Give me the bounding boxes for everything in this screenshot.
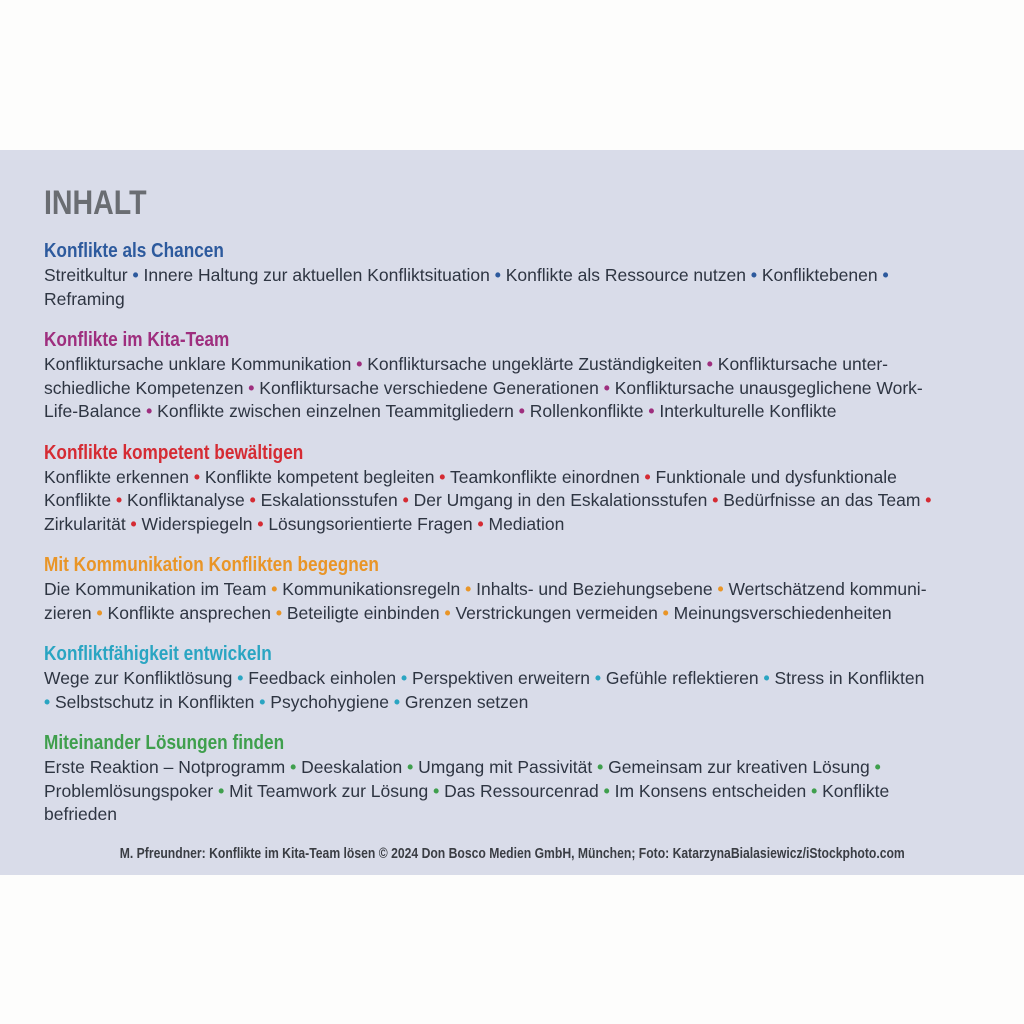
bullet-separator: • [811,780,818,801]
toc-sections [44,238,984,827]
bullet-separator: • [518,401,525,421]
page-title [44,186,984,220]
section-heading-text: Mit Kommunikation Konflikten begegnen [44,553,379,576]
toc-section [44,238,984,311]
toc-line: Erste Reaktion – Notprogramm • Deeskalation • Umgang mit Passivität • Gemeinsam zur kreativen Lösung • [44,757,881,777]
bullet-separator: • [433,780,440,801]
bullet-separator: • [259,691,266,712]
bullet-separator: • [290,757,297,777]
bullet-separator: • [603,377,610,398]
bullet-separator: • [248,377,255,398]
bullet-separator: • [146,401,153,421]
bullet-separator: • [444,602,451,623]
bullet-separator: • [465,579,472,599]
toc-line: zieren • Konflikte ansprechen • Beteiligte einbinden • Verstrickungen vermeiden • Meinungsverschiedenheiten [44,602,892,623]
toc-line: Streitkultur • Innere Haltung zur aktuellen Konfliktsituation • Konflikte als Ressource nutzen • Konfliktebenen • [44,265,889,285]
toc-line: Reframing [44,288,125,309]
section-heading [44,730,984,756]
bullet-separator: • [439,466,446,487]
section-heading [44,440,984,466]
bullet-separator: • [44,691,51,712]
section-heading-text: Miteinander Lösungen finden [44,731,285,754]
bullet-separator: • [237,668,244,688]
bullet-separator: • [712,490,719,510]
bullet-separator: • [874,757,881,777]
bullet-separator: • [115,490,123,510]
toc-line: Konflikte erkennen • Konflikte kompetent begleiten • Teamkonflikte einordnen • Funktionale und dysfunktionale [44,466,897,487]
toc-line: schiedliche Kompetenzen • Konfliktursache verschiedene Generationen • Konfliktursache unausgeglichene Work- [44,377,923,398]
toc-line: Die Kommunikation im Team • Kommunikationsregeln • Inhalts- und Beziehungsebene • Wertschätzend kommuni- [44,579,927,599]
bullet-separator: • [603,780,610,801]
bullet-separator: • [393,691,400,712]
bullet-separator: • [257,513,264,534]
contents-card [0,150,1024,875]
toc-line: Life-Balance • Konflikte zwischen einzelnen Teammitgliedern • Rollenkonflikte • Interkulturelle Konflikte [44,401,837,421]
page-title-text: INHALT [44,184,147,222]
toc-section [44,730,984,827]
toc-section [44,552,984,625]
bullet-separator: • [717,579,724,599]
toc-section [44,440,984,537]
bullet-separator: • [750,265,757,285]
toc-line: Wege zur Konfliktlösung • Feedback einholen • Perspektiven erweitern • Gefühle reflektieren • Stress in Konflikten [44,668,925,688]
section-heading [44,327,984,353]
bullet-separator: • [706,354,713,374]
bullet-separator: • [477,513,484,534]
bullet-separator: • [407,757,414,777]
section-heading-text: Konfliktfähigkeit entwickeln [44,642,272,665]
toc-section [44,327,984,424]
bullet-separator: • [132,265,139,285]
bullet-separator: • [271,579,278,599]
toc-section [44,641,984,714]
credit-line-text: M. Pfreundner: Konflikte im Kita-Team lösen © 2024 Don Bosco Medien GmbH, München; Foto: KatarzynaBialasiewicz/iStockphoto.com [119,846,905,862]
toc-line: Problemlösungspoker • Mit Teamwork zur Lösung • Das Ressourcenrad • Im Konsens entscheiden • Konflikte [44,780,890,801]
bullet-separator: • [130,513,137,534]
section-heading [44,238,984,264]
bullet-separator: • [597,757,604,777]
contents-body [0,150,1024,827]
toc-line: • Selbstschutz in Konflikten • Psychohygiene • Grenzen setzen [44,691,529,712]
bullet-separator: • [275,602,282,623]
bullet-separator: • [763,668,770,688]
toc-line: Zirkularität • Widerspiegeln • Lösungsorientierte Fragen • Mediation [44,513,565,534]
credit-line [0,846,1024,862]
section-heading-text: Konflikte im Kita-Team [44,328,230,351]
bullet-separator: • [594,668,602,688]
section-heading [44,552,984,578]
bullet-separator: • [494,265,501,285]
section-heading-text: Konflikte kompetent bewältigen [44,440,304,464]
bullet-separator: • [402,490,409,510]
bullet-separator: • [882,265,889,285]
toc-line: Konflikte • Konfliktanalyse • Eskalationsstufen • Der Umgang in den Eskalationsstufen • Bedürfnisse an das Team • [44,490,932,510]
bullet-separator: • [249,490,256,510]
bullet-separator: • [96,602,103,623]
bullet-separator: • [193,466,200,487]
bullet-separator: • [356,354,363,374]
bullet-separator: • [662,602,669,623]
section-heading-text: Konflikte als Chancen [44,239,224,262]
bullet-separator: • [644,466,651,487]
toc-line: befrieden [44,804,117,824]
bullet-separator: • [648,401,655,421]
toc-line: Konfliktursache unklare Kommunikation • Konfliktursache ungeklärte Zuständigkeiten • Konfliktursache unter- [44,354,888,374]
bullet-separator: • [218,780,225,801]
bullet-separator: • [401,668,408,688]
bullet-separator: • [925,490,932,510]
section-heading [44,641,984,667]
